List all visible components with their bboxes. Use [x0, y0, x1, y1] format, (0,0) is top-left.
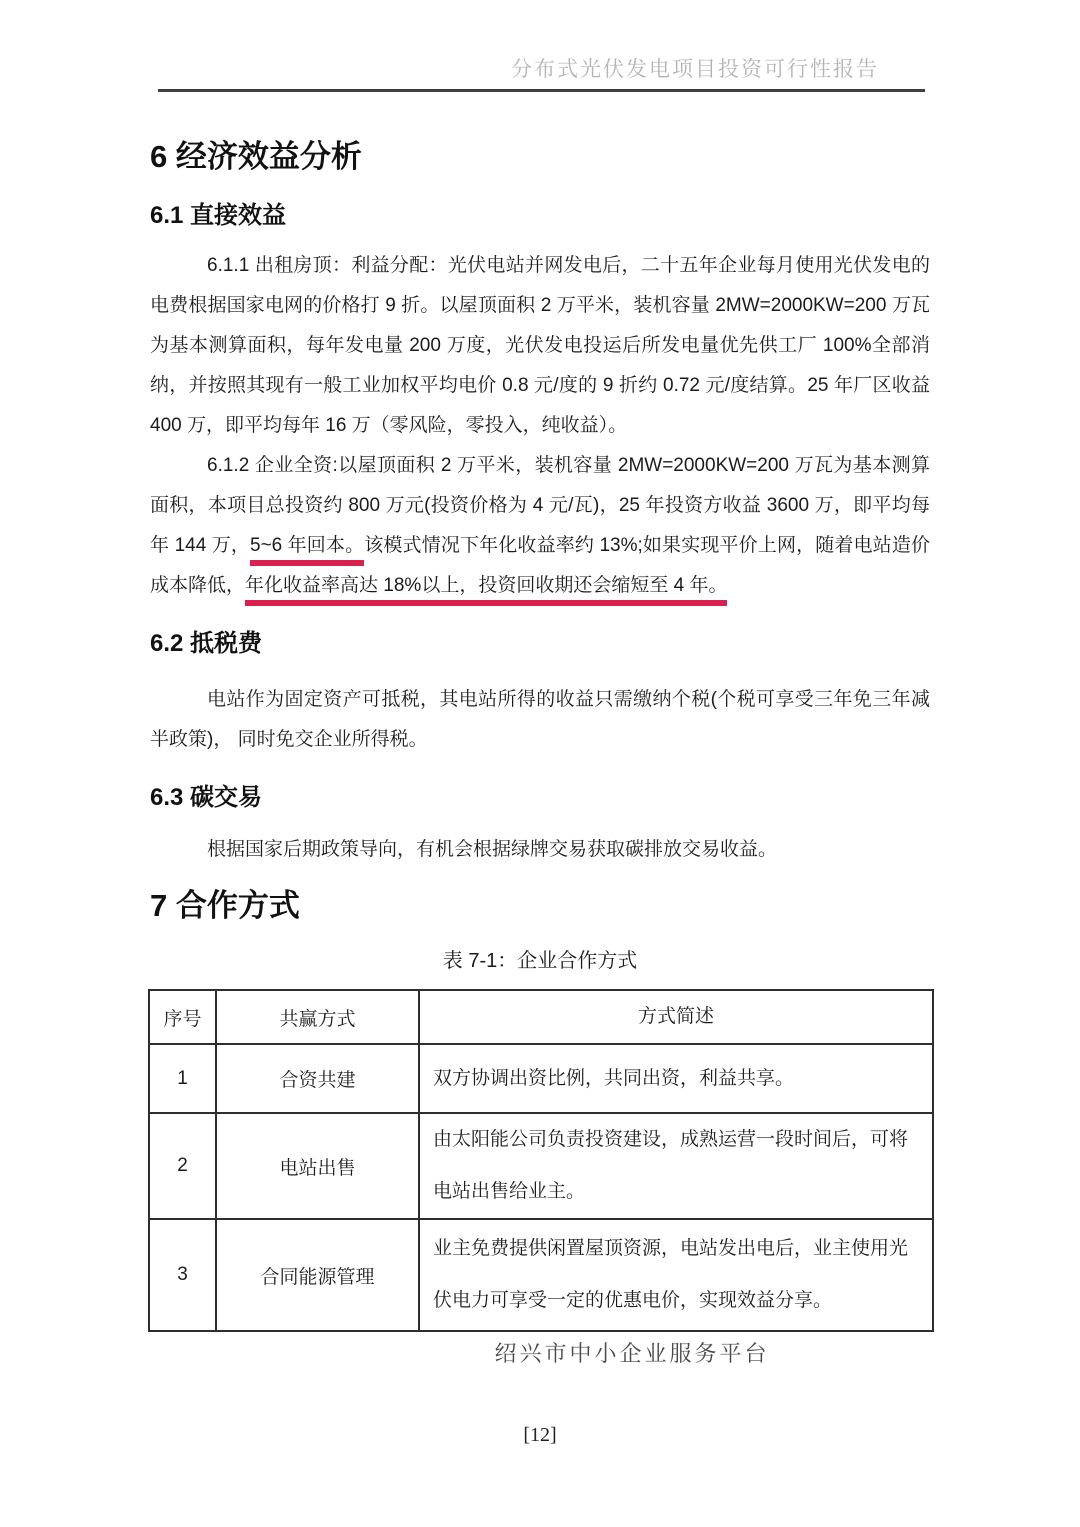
page-number: [12]: [523, 1424, 557, 1446]
row-mode: 合资共建: [216, 1044, 419, 1113]
heading-section-6-1: 6.1 直接效益: [150, 202, 287, 229]
paragraph-6-2: 电站作为固定资产可抵税，其电站所得的收益只需缴纳个税(个税可享受三年免三年减半政策)， 同时免交企业所得税。: [150, 689, 930, 750]
row-desc: 双方协调出资比例，共同出资，利益共享。: [419, 1044, 933, 1113]
heading-section-7: 7 合作方式: [150, 888, 300, 923]
cooperation-modes-table: [148, 989, 934, 1332]
paragraph-6-1-2-text: 该模式情况下年化收益率约 13%;如果实现平价上网，随着电站造价成本降低，: [150, 535, 930, 596]
row-no: 1: [149, 1044, 216, 1113]
heading-section-6-2: 6.2 抵税费: [150, 630, 263, 657]
table-header-row: [149, 990, 933, 1044]
row-no: 2: [149, 1113, 216, 1219]
paragraph-6-1-2: [150, 446, 930, 606]
running-header-title: 分布式光伏发电项目投资可行性报告: [511, 57, 879, 81]
paragraph-6-1-1: 6.1.1 出租房顶：利益分配：光伏电站并网发电后，二十五年企业每月使用光伏发电的电费根据国家电网的价格打 9 折。以屋顶面积 2 万平米，装机容量 2MW=2000KW=200 万瓦为基本测算面积，每年发电量 200 万度，光伏发电投运后所发电量优先供工厂 100%全部消纳，并按照其现有一般工业加权平均电价 0.8 元/度的 9 折约 0.72 元/度结算。25 年厂区收益 400 万，即平均每年 16 万（零风险，零投入，纯收益）。: [150, 255, 930, 436]
table-caption: 表 7-1：企业合作方式: [442, 950, 638, 972]
table-row: [149, 1113, 933, 1219]
table-row: [149, 1044, 933, 1113]
column-header-no: 序号: [149, 990, 216, 1044]
paragraph-6-1-2-text: 6.1.2 企业全资:以屋顶面积 2 万平米，装机容量 2MW=2000KW=200 万瓦为基本测算面积，本项目总投资约 800 万元(投资价格为 4 元/瓦)，25 年投资方收益 3600 万，即平均每年 144 万，: [150, 455, 930, 556]
row-no: 3: [149, 1219, 216, 1331]
page-header: [158, 56, 925, 92]
red-underline-annotation-payback: 5~6 年回本。: [250, 535, 364, 566]
watermark-platform-name: 绍兴市中小企业服务平台: [494, 1341, 770, 1366]
row-desc: 业主免费提供闲置屋顶资源，电站发出电后，业主使用光伏电力可享受一定的优惠电价，实现效益分享。: [419, 1219, 933, 1331]
paragraph-6-3: 根据国家后期政策导向，有机会根据绿牌交易获取碳排放交易收益。: [207, 839, 778, 860]
red-underline-annotation-yield: 年化收益率高达 18%以上，投资回收期还会缩短至 4 年。: [245, 575, 727, 606]
row-mode: 合同能源管理: [216, 1219, 419, 1331]
heading-section-6: 6 经济效益分析: [150, 139, 362, 174]
row-mode: 电站出售: [216, 1113, 419, 1219]
row-desc: 由太阳能公司负责投资建设，成熟运营一段时间后，可将电站出售给业主。: [419, 1113, 933, 1219]
heading-section-6-3: 6.3 碳交易: [150, 784, 263, 811]
column-header-desc: 方式简述: [419, 990, 933, 1044]
column-header-mode: 共赢方式: [216, 990, 419, 1044]
table-row: [149, 1219, 933, 1331]
